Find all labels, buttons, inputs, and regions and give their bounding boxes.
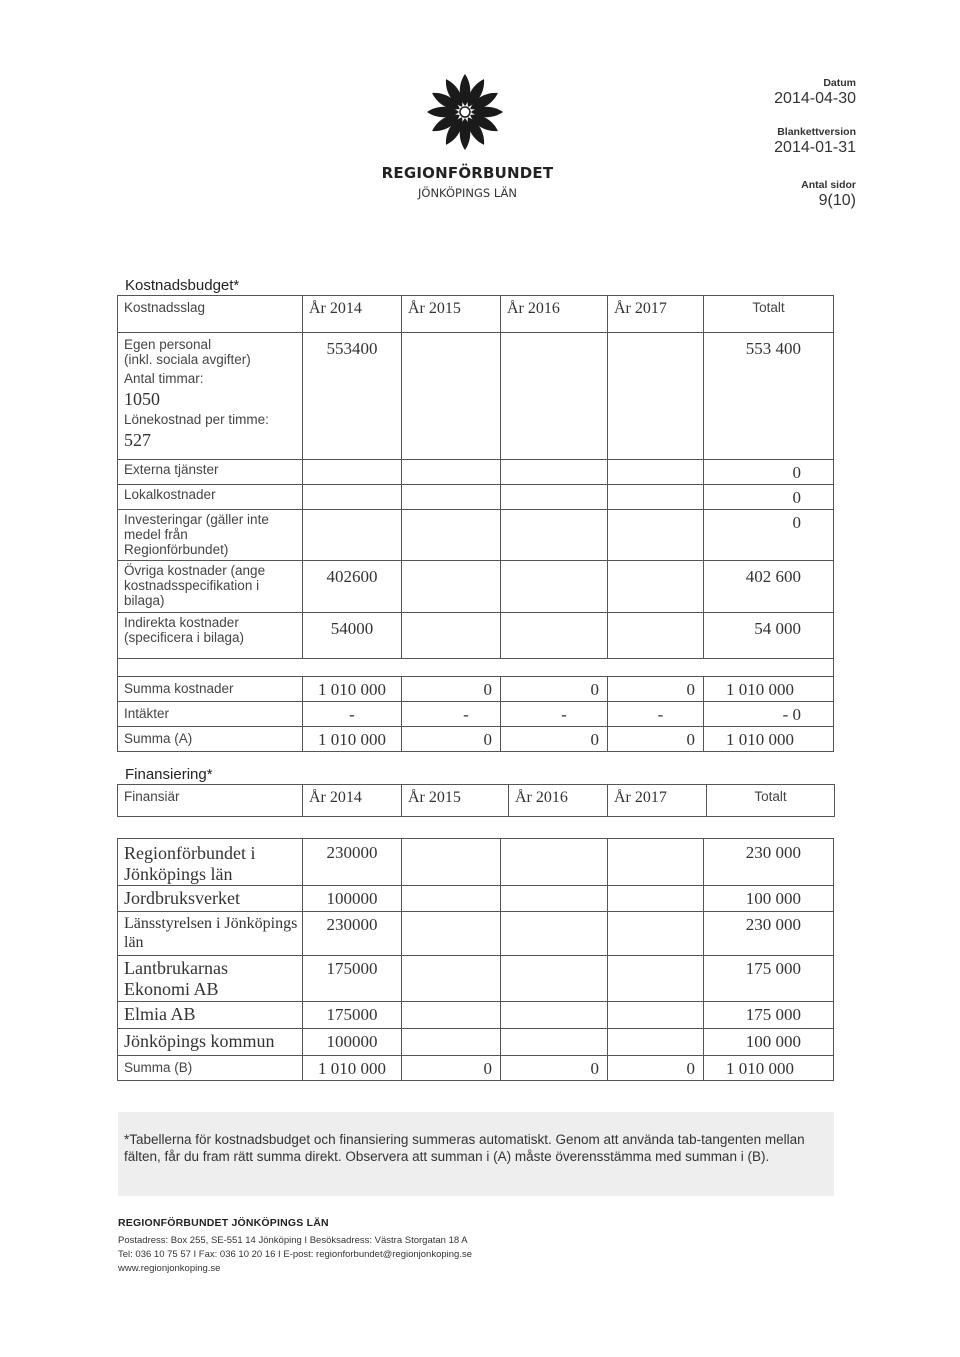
fin-jonkopings-kommun-field[interactable]: Jönköpings kommun [118, 1029, 303, 1056]
intakter-2016-field[interactable]: - [501, 702, 608, 727]
footer [118, 1217, 818, 1274]
fin-header-totalt: Totalt [707, 785, 835, 817]
investeringar-label: Investeringar (gäller inte medel från Regionförbundet) [118, 510, 303, 561]
egen-personal-2015-field[interactable] [402, 333, 501, 460]
summa-kostnader-label: Summa kostnader [118, 677, 303, 702]
egen-personal-2014-field[interactable]: 553400 [303, 333, 402, 460]
fin-jonkopings-kommun-total: 100 000 [704, 1029, 834, 1056]
indirekta-kostnader-2017-field[interactable] [608, 613, 704, 659]
fin-elmia-2015-field[interactable] [402, 1002, 501, 1029]
info-note: *Tabellerna för kostnadsbudget och finansiering summeras automatiskt. Genom att använda tab-tangenten mellan fälten, får du fram rätt summa direkt. Observera att summan i (A) måste överensstämma med summan i (B). [118, 1112, 834, 1196]
summa-a-2017: 0 [608, 727, 704, 752]
lokalkostnader-total: 0 [704, 485, 834, 510]
fin-jordbruksverket-2016-field[interactable] [501, 886, 608, 912]
antal-timmar-field[interactable]: 1050 [124, 389, 160, 409]
intakter-label: Intäkter [118, 702, 303, 727]
fin-lansstyrelsen-total: 230 000 [704, 912, 834, 956]
fin-jordbruksverket-2017-field[interactable] [608, 886, 704, 912]
footer-contact: Tel: 036 10 75 57 I Fax: 036 10 20 16 I E-post: regionforbundet@regionjonkoping.se [118, 1249, 472, 1260]
datum-value: 2014-04-30 [774, 90, 856, 107]
fin-elmia-2014-field[interactable]: 175000 [303, 1002, 402, 1029]
ovriga-kostnader-2015-field[interactable] [402, 561, 501, 613]
egen-personal-cell [118, 333, 303, 460]
externa-tjanster-2015-field[interactable] [402, 460, 501, 485]
fin-row-lansstyrelsen [118, 912, 834, 956]
lonekostnad-label: Lönekostnad per timme: [124, 412, 269, 427]
egen-personal-2017-field[interactable] [608, 333, 704, 460]
fin-regionforbundet-total: 230 000 [704, 839, 834, 886]
fin-lantbrukarnas-2015-field[interactable] [402, 956, 501, 1002]
finansiering-header-row [118, 785, 835, 817]
header-year-2016: År 2016 [501, 296, 608, 333]
fin-lantbrukarnas-field[interactable]: Lantbrukarnas Ekonomi AB [118, 956, 303, 1002]
sidor-value: 9(10) [818, 192, 856, 209]
lokalkostnader-2016-field[interactable] [501, 485, 608, 510]
fin-lansstyrelsen-2014-field[interactable]: 230000 [303, 912, 402, 956]
finansiering-title: Finansiering* [125, 766, 213, 783]
fin-row-summa-b [118, 1056, 834, 1081]
fin-row-jordbruksverket [118, 886, 834, 912]
summa-b-2016: 0 [501, 1056, 608, 1081]
externa-tjanster-2014-field[interactable] [303, 460, 402, 485]
blankett-value: 2014-01-31 [774, 139, 856, 156]
lokalkostnader-2015-field[interactable] [402, 485, 501, 510]
summa-a-2014: 1 010 000 [303, 727, 402, 752]
fin-lansstyrelsen-2015-field[interactable] [402, 912, 501, 956]
ovriga-kostnader-2016-field[interactable] [501, 561, 608, 613]
fin-jordbruksverket-field[interactable]: Jordbruksverket [118, 886, 303, 912]
externa-tjanster-2016-field[interactable] [501, 460, 608, 485]
fin-jonkopings-kommun-2016-field[interactable] [501, 1029, 608, 1056]
fin-lantbrukarnas-2016-field[interactable] [501, 956, 608, 1002]
summa-kostnader-2014: 1 010 000 [303, 677, 402, 702]
fin-row-regionforbundet [118, 839, 834, 886]
summa-a-2015: 0 [402, 727, 501, 752]
fin-lansstyrelsen-field[interactable]: Länsstyrelsen i Jönköpings län [118, 912, 303, 956]
ovriga-kostnader-2014-field[interactable]: 402600 [303, 561, 402, 613]
header-year-2015: År 2015 [402, 296, 501, 333]
table-gap [118, 659, 834, 677]
row-externa-tjanster [118, 460, 834, 485]
fin-jonkopings-kommun-2014-field[interactable]: 100000 [303, 1029, 402, 1056]
fin-row-jonkopings-kommun [118, 1029, 834, 1056]
row-summa-kostnader [118, 677, 834, 702]
finansiering-header-table [117, 784, 835, 817]
sidor-block [801, 179, 856, 210]
fin-lantbrukarnas-2014-field[interactable]: 175000 [303, 956, 402, 1002]
investeringar-2016-field[interactable] [501, 510, 608, 561]
fin-header-year-2017: År 2017 [608, 785, 707, 817]
fin-regionforbundet-2014-field[interactable]: 230000 [303, 839, 402, 886]
investeringar-total: 0 [704, 510, 834, 561]
datum-label: Datum [823, 77, 856, 89]
summa-b-2015: 0 [402, 1056, 501, 1081]
row-indirekta-kostnader [118, 613, 834, 659]
fin-row-elmia [118, 1002, 834, 1029]
summa-a-label: Summa (A) [118, 727, 303, 752]
indirekta-kostnader-2015-field[interactable] [402, 613, 501, 659]
row-egen-personal [118, 333, 834, 460]
lonekostnad-field[interactable]: 527 [124, 430, 151, 450]
table-header-row [118, 296, 834, 333]
fin-regionforbundet-field[interactable]: Regionförbundet i Jönköpings län [118, 839, 303, 886]
summa-kostnader-2015: 0 [402, 677, 501, 702]
investeringar-2017-field[interactable] [608, 510, 704, 561]
kostnadsbudget-title: Kostnadsbudget* [125, 277, 240, 294]
header-year-2014: År 2014 [303, 296, 402, 333]
ovriga-kostnader-total: 402 600 [704, 561, 834, 613]
ovriga-kostnader-label: Övriga kostnader (ange kostnadsspecifikation i bilaga) [118, 561, 303, 613]
fin-jordbruksverket-2014-field[interactable]: 100000 [303, 886, 402, 912]
row-intakter [118, 702, 834, 727]
indirekta-kostnader-2016-field[interactable] [501, 613, 608, 659]
investeringar-2015-field[interactable] [402, 510, 501, 561]
egen-personal-label: Egen personal (inkl. sociala avgifter) [124, 337, 251, 367]
summa-b-2017: 0 [608, 1056, 704, 1081]
indirekta-kostnader-total: 54 000 [704, 613, 834, 659]
fin-regionforbundet-2017-field[interactable] [608, 839, 704, 886]
blankett-block [774, 126, 856, 157]
header-kostnadsslag: Kostnadsslag [118, 296, 303, 333]
row-ovriga-kostnader [118, 561, 834, 613]
externa-tjanster-2017-field[interactable] [608, 460, 704, 485]
fin-elmia-total: 175 000 [704, 1002, 834, 1029]
fin-jordbruksverket-total: 100 000 [704, 886, 834, 912]
externa-tjanster-total: 0 [704, 460, 834, 485]
regionforbundet-logo [415, 70, 515, 160]
spacer-row [118, 659, 834, 677]
row-lokalkostnader [118, 485, 834, 510]
header-year-2017: År 2017 [608, 296, 704, 333]
summa-a-total: 1 010 000 [704, 727, 834, 752]
kostnadsbudget-table [117, 295, 834, 752]
investeringar-2014-field[interactable] [303, 510, 402, 561]
fin-header-year-2014: År 2014 [303, 785, 402, 817]
ovriga-kostnader-2017-field[interactable] [608, 561, 704, 613]
fin-jordbruksverket-2015-field[interactable] [402, 886, 501, 912]
finansiering-table [117, 838, 834, 1081]
org-subtitle: JÖNKÖPINGS LÄN [418, 186, 517, 200]
datum-block [774, 77, 856, 108]
lokalkostnader-2017-field[interactable] [608, 485, 704, 510]
fin-regionforbundet-2016-field[interactable] [501, 839, 608, 886]
egen-personal-2016-field[interactable] [501, 333, 608, 460]
row-summa-a [118, 727, 834, 752]
summa-a-2016: 0 [501, 727, 608, 752]
fin-lantbrukarnas-2017-field[interactable] [608, 956, 704, 1002]
footer-address: Postadress: Box 255, SE-551 14 Jönköping I Besöksadress: Västra Storgatan 18 A [118, 1235, 468, 1246]
blankett-label: Blankettversion [777, 126, 856, 138]
summa-b-label: Summa (B) [118, 1056, 303, 1081]
antal-timmar-label: Antal timmar: [124, 371, 204, 386]
intakter-total: - 0 [704, 702, 834, 727]
summa-kostnader-total: 1 010 000 [704, 677, 834, 702]
row-investeringar [118, 510, 834, 561]
indirekta-kostnader-2014-field[interactable]: 54000 [303, 613, 402, 659]
egen-personal-total: 553 400 [704, 333, 834, 460]
fin-row-lantbrukarnas [118, 956, 834, 1002]
summa-kostnader-2016: 0 [501, 677, 608, 702]
intakter-2015-field[interactable]: - [402, 702, 501, 727]
fin-lansstyrelsen-2016-field[interactable] [501, 912, 608, 956]
fin-elmia-2017-field[interactable] [608, 1002, 704, 1029]
externa-tjanster-label: Externa tjänster [118, 460, 303, 485]
fin-elmia-2016-field[interactable] [501, 1002, 608, 1029]
header-finansiar: Finansiär [118, 785, 303, 817]
fin-header-year-2016: År 2016 [509, 785, 608, 817]
summa-kostnader-2017: 0 [608, 677, 704, 702]
fin-lantbrukarnas-total: 175 000 [704, 956, 834, 1002]
org-name: REGIONFÖRBUNDET [381, 164, 554, 182]
summa-b-total: 1 010 000 [704, 1056, 834, 1081]
sidor-label: Antal sidor [801, 179, 856, 191]
fin-jonkopings-kommun-2017-field[interactable] [608, 1029, 704, 1056]
lokalkostnader-2014-field[interactable] [303, 485, 402, 510]
header-totalt: Totalt [704, 296, 834, 333]
summa-b-2014: 1 010 000 [303, 1056, 402, 1081]
footer-org: REGIONFÖRBUNDET JÖNKÖPINGS LÄN [118, 1217, 329, 1229]
fin-elmia-field[interactable]: Elmia AB [118, 1002, 303, 1029]
fin-header-year-2015: År 2015 [402, 785, 509, 817]
intakter-2017-field[interactable]: - [608, 702, 704, 727]
intakter-2014-field[interactable]: - [303, 702, 402, 727]
footer-website-link[interactable]: www.regionjonkoping.se [118, 1263, 221, 1274]
fin-regionforbundet-2015-field[interactable] [402, 839, 501, 886]
fin-lansstyrelsen-2017-field[interactable] [608, 912, 704, 956]
fin-jonkopings-kommun-2015-field[interactable] [402, 1029, 501, 1056]
lokalkostnader-label: Lokalkostnader [118, 485, 303, 510]
indirekta-kostnader-label: Indirekta kostnader (specificera i bilaga) [118, 613, 303, 659]
